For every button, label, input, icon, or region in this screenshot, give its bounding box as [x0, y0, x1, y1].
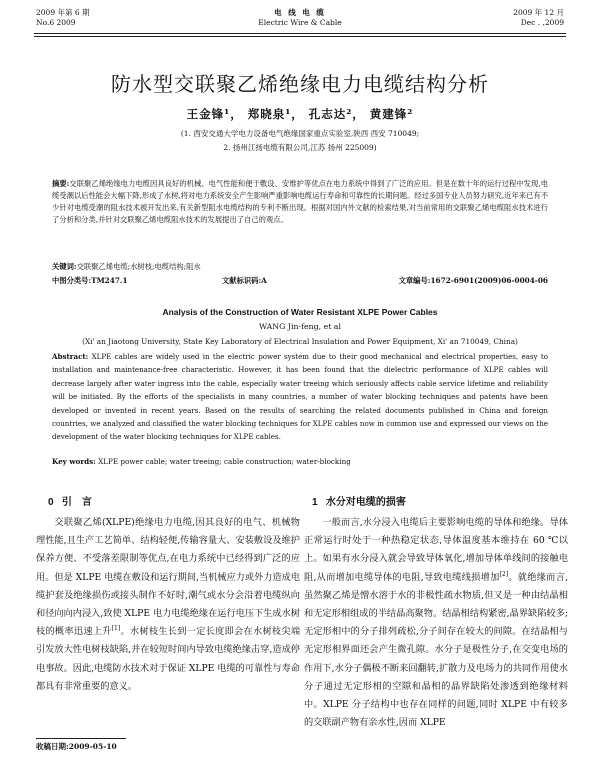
- keywords-en-text: XLPE power cable; water treeing; cable construction; water-blocking: [98, 457, 351, 466]
- right-column: [304, 514, 568, 759]
- clc-number: 中图分类号:TM247.1: [52, 276, 128, 285]
- affiliation-1: (1. 西安交通大学电力设备电气绝缘国家重点实验室,陕西 西安 710049;: [180, 129, 420, 138]
- received-date: 收稿日期:2009-05-10: [36, 742, 117, 751]
- section-1-paragraph: 一般而言,水分浸入电缆后主要影响电缆的导体和绝缘。导体正常运行时处于一种热稳定状态,导体温度基本维持在 60 ℃以上。如果有水分浸入就会导致导体氧化,增加导体单线间的接触电阻,从而增加电缆导体的电阻,导致电缆线损增加[2]。就绝缘而言,虽然聚乙烯是憎水溶于水的非极性疏水物质,但又是一种由结晶相和无定形相组成的半结晶高聚物。结晶相结构紧密,晶界缺陷较多;无定形相中的分子排列疏松,分子间存在较大的间隙。在结晶相与无定形相界面还会产生微孔隙。水分子是极性分子,在交变电场的作用下,水分子偶极不断来回翻转,扩散力及电场力的共同作用使水分子通过无定形相的空隙和晶相的晶界缺陷处渗透到绝缘材料中。XLPE 分子结构中也存在同样的问题,同时 XLPE 中有较多的交联副产物有亲水性,因而 XLPE: [304, 517, 568, 729]
- left-column: [36, 514, 300, 696]
- keywords-cn-text: 交联聚乙烯电缆;水树枝;电缆结构;阻水: [76, 262, 201, 271]
- header-rule: [34, 33, 566, 34]
- footnote-rule: [36, 738, 126, 739]
- abstract-cn-text: 交联聚乙烯绝缘电力电缆因具良好的机械、电气性能和便于敷设、安维护等优点在电力系统中得到了广泛的应用。但是在数十年的运行过程中发现,电缆受潮以后性能会大幅下降,形成了水树,将对电力系统安全产生影响严重影响电缆运行寿命和可靠性的长期问题。经过多国专业人员努力研究,近年来已有不少针对电缆受潮的阻水技术被开发出来,有关新型阻水电缆结构的专利不断出现。根据对国内外文献的检索结果,对当前常用的交联聚乙烯电缆阻水技术进行了分析和分类,并针对交联聚乙烯电缆阻水技术的发展提出了自己的观点。: [52, 179, 548, 224]
- english-title: Analysis of the Construction of Water Resistant XLPE Power Cables: [162, 307, 438, 317]
- section-0-heading: 0 引 言: [48, 497, 92, 508]
- section-0-paragraph: 交联聚乙烯(XLPE)绝缘电力电缆,因其良好的电气、机械物理性能,且生产工艺简单、结构轻便,传输容量大、安装敷设及维护保养方便、不受落差限制等优点,在电力系统中已经得到广泛的应用。但是 XLPE 电缆在敷设和运行期间,当机械应力或外力造成电缆护套及绝缘损伤或接头制作不好时,潮气或水分会沿着电缆纵向和径向向内浸入,致使 XLPE 电力电缆绝缘在运行电压下生成水树枝的概率迅速上升[1]。水树枝生长到一定长度即会在水树枝尖端引发放大性电树枝缺陷,并在较短时间内导致电缆绝缘击穿,造成停电事故。因此,电缆防水技术对于保证 XLPE 电缆的可靠性与寿命都具有非常重要的意义。: [36, 517, 301, 692]
- english-affiliation: (Xi' an Jiaotong University, State Key Laboratory of Electrical Insulation and Power Equipment, Xi' an 710049, China): [82, 337, 518, 346]
- english-author: WANG Jin-feng, et al: [259, 322, 341, 331]
- affiliation-2: 2. 扬州江扬电缆有限公司,江苏 扬州 225009): [223, 143, 377, 152]
- abstract-en-label: Abstract:: [52, 352, 89, 361]
- journal-name: 电 线 电 缆 Electric Wire & Cable: [258, 8, 342, 27]
- paper-title: 防水型交联聚乙烯绝缘电力电缆结构分析: [111, 72, 489, 96]
- abstract-en-text: XLPE cables are widely used in the electric power system due to their good mechanical and electrical properties, easy to installation and maintenance-free characteristic. However, it has been found that the dielectric performance of XLPE cables will decrease largely after water ingress into the cable, especially water treeing which seriously affects cable service lifetime and reliability will be initiated. By the efforts of the specialists in many countries, a number of water blocking techniques and patents have been developed or invented in recent years. Based on the results of searching the related documents published in China and foreign countries, we analyzed and classified the water blocking techniques for XLPE cables now in common use and expressed our views on the development of the water blocking techniques for XLPE cables.: [52, 352, 548, 442]
- section-1-heading: 1 水分对电缆的损害: [312, 497, 406, 508]
- keywords-cn-label: 关键词:: [52, 262, 77, 271]
- citation: [1]: [111, 625, 121, 633]
- citation: [2]: [499, 570, 509, 578]
- journal-issue: 2009 年第 6 期 No.6 2009: [36, 8, 90, 27]
- authors: 王金锋¹， 郑晓泉¹， 孔志达²， 黄建锋²: [186, 107, 414, 121]
- keywords-cn: [52, 262, 548, 272]
- abstract-cn: [52, 178, 548, 226]
- keywords-en: [52, 457, 548, 466]
- header-rule-thin: [34, 36, 566, 37]
- journal-date: 2009 年 12 月 Dec . ,2009: [513, 8, 564, 27]
- abstract-cn-label: 摘要:: [52, 179, 70, 188]
- abstract-en: [52, 350, 548, 444]
- document-code: 文献标识码:A: [222, 276, 267, 285]
- keywords-en-label: Key words:: [52, 457, 96, 466]
- article-number: 文章编号:1672-6901(2009)06-0004-06: [398, 276, 548, 285]
